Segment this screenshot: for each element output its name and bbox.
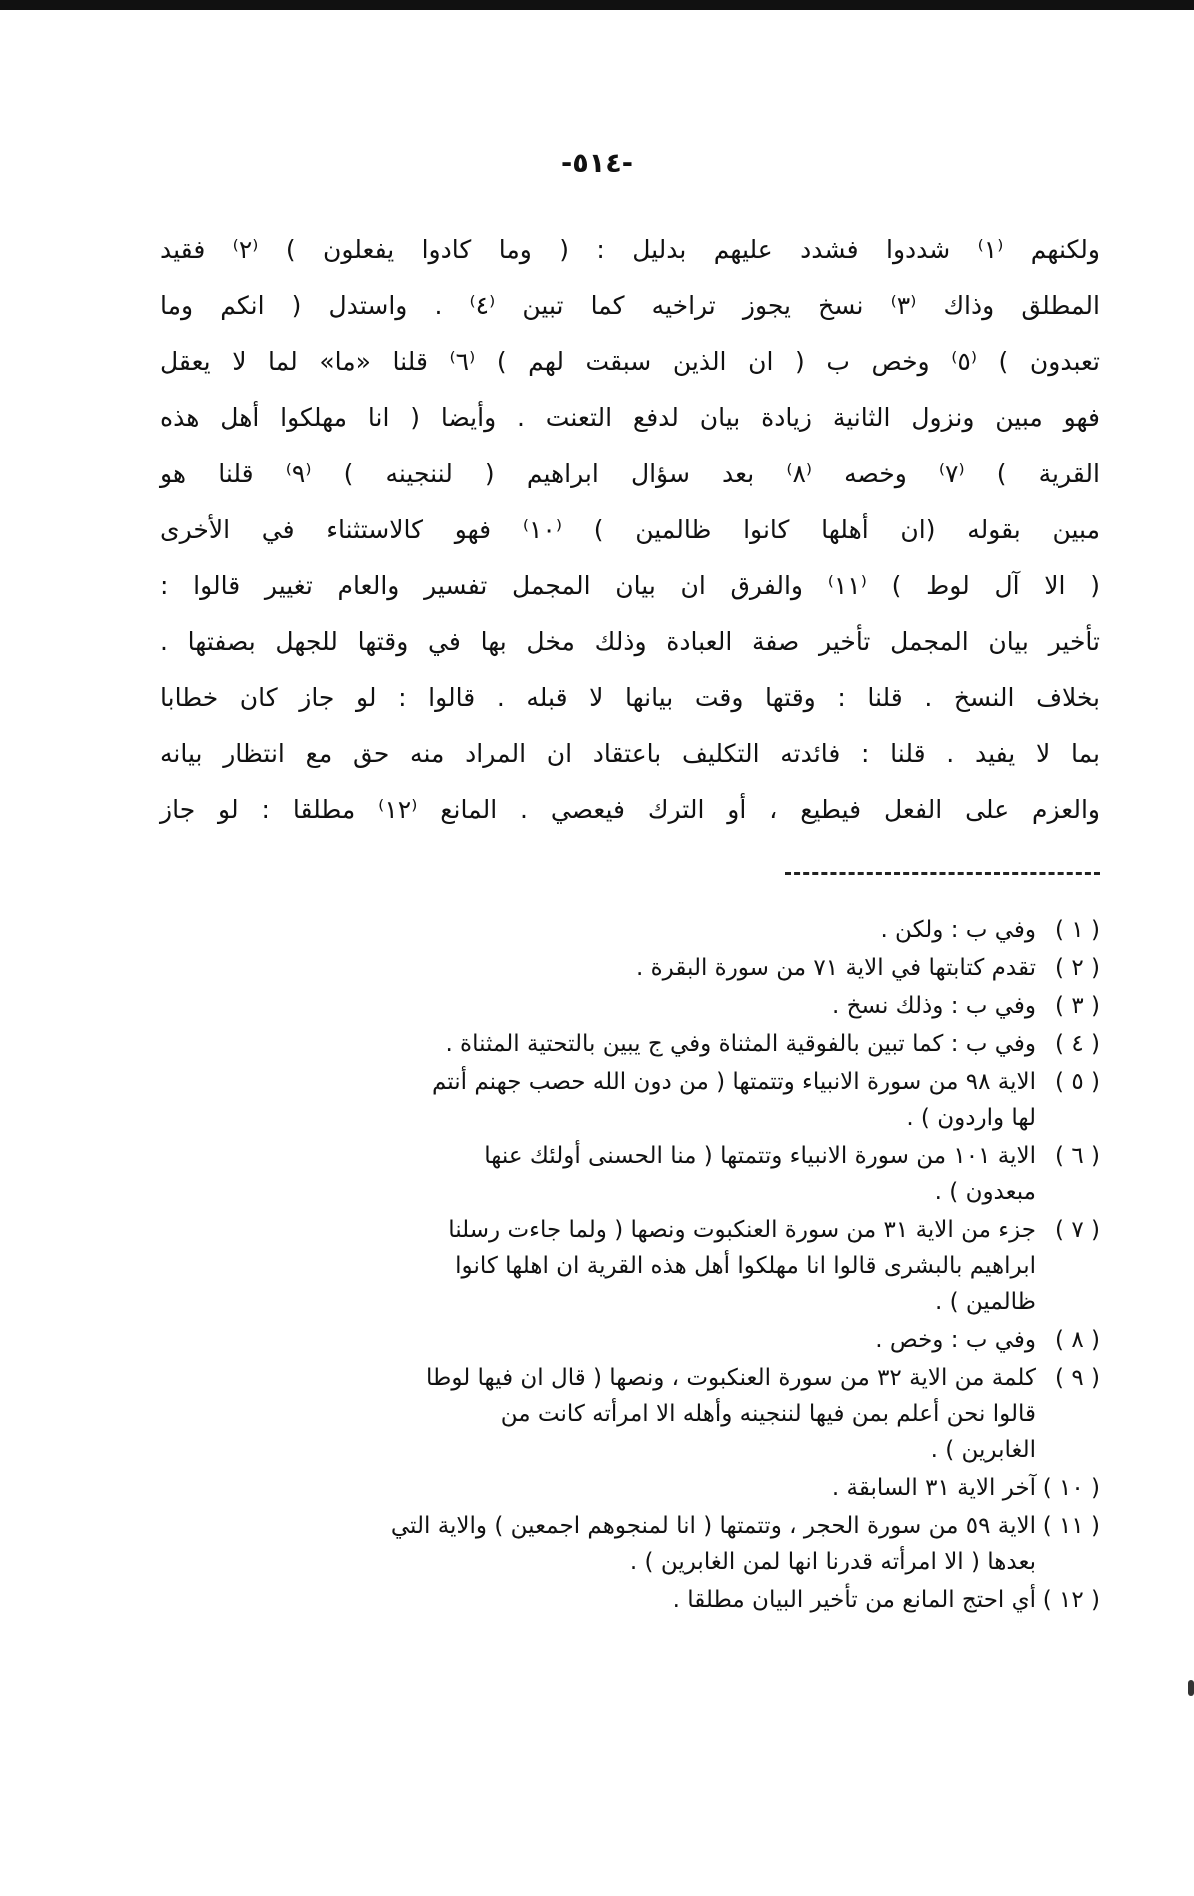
footnote-item [160,950,1100,986]
footnote-item [160,1322,1100,1358]
footnote-text [160,1026,1036,1062]
body-line: فهو مبين ونزول الثانية زيادة بيان لدفع التعنت . وأيضا ( انا مهلكوا أهل هذه [160,403,1100,432]
body-line: القرية ) ⁽٧⁾ وخصه ⁽٨⁾ بعد سؤال ابراهيم ( لننجينه ) ⁽٩⁾ قلنا هو [160,459,1100,488]
footnote-number: ( ٩ ) [1055,1365,1100,1391]
footnote-number: ( ٧ ) [1055,1217,1100,1243]
footnote-number: ( ١٢ ) [1042,1587,1100,1613]
page-number: -٥١٤- [561,148,633,179]
footnote-line: أي احتج المانع من تأخير البيان مطلقا . [672,1587,1036,1613]
scan-top-border [0,0,1194,10]
footnote-line: بعدها ( الا امرأته قدرنا انها لمن الغابرين ) . [629,1549,1036,1575]
footnote-number: ( ١١ ) [1042,1513,1100,1539]
footnote-item [160,1360,1100,1468]
footnote-line: وفي ب : وذلك نسخ . [831,993,1036,1019]
body-line: بما لا يفيد . قلنا : فائدته التكليف باعتقاد ان المراد منه حق مع انتظار بيانه [160,739,1100,768]
body-line: والعزم على الفعل فيطيع ، أو الترك فيعصي . المانع ⁽١٢⁾ مطلقا : لو جاز [160,795,1100,824]
scan-margin-mark [1188,1680,1194,1696]
footnote-item [160,1026,1100,1062]
footnote-text [160,912,1036,948]
footnote-line: الاية ٥٩ من سورة الحجر ، وتتمتها ( انا لمنجوهم اجمعين ) والاية التي [390,1513,1036,1539]
footnote-item [160,988,1100,1024]
footnote-line: وفي ب : وخص . [875,1327,1036,1353]
footnote-line: مبعدون ) . [934,1179,1036,1205]
footnote-number: ( ٨ ) [1055,1327,1100,1353]
footnote-item [160,1212,1100,1320]
footnote-line: وفي ب : كما تبين بالفوقية المثناة وفي ج يبين بالتحتية المثناة . [445,1031,1036,1057]
body-line: المطلق وذاك ⁽٣⁾ نسخ يجوز تراخيه كما تبين ⁽٤⁾ . واستدل ( انكم وما [160,291,1100,320]
footnote-item [160,912,1100,948]
footnote-line: آخر الاية ٣١ السابقة . [831,1475,1036,1501]
footnote-line: تقدم كتابتها في الاية ٧١ من سورة البقرة . [636,955,1036,981]
footnote-line: الاية ٩٨ من سورة الانبياء وتتمتها ( من دون الله حصب جهنم أنتم [432,1069,1036,1095]
footnote-text [160,988,1036,1024]
footnote-line: جزء من الاية ٣١ من سورة العنكبوت ونصها ( ولما جاءت رسلنا [448,1217,1036,1243]
footnote-number: ( ٦ ) [1055,1143,1100,1169]
footnote-number: ( ٤ ) [1055,1031,1100,1057]
footnote-item [160,1470,1100,1506]
footnote-number: ( ١ ) [1055,917,1100,943]
body-line: ولكنهم ⁽١⁾ شددوا فشدد عليهم بدليل : ( وما كادوا يفعلون ) ⁽٢⁾ فقيد [160,235,1100,264]
footnotes [160,912,1100,1620]
footnote-text [160,1582,1036,1618]
footnote-text [160,1212,1036,1320]
footnote-line: الغابرين ) . [930,1437,1036,1463]
footnote-line: كلمة من الاية ٣٢ من سورة العنكبوت ، ونصها ( قال ان فيها لوطا [426,1365,1036,1391]
footnote-line: وفي ب : ولكن . [880,917,1036,943]
footnote-line: ظالمين ) . [935,1289,1036,1315]
footnote-item [160,1582,1100,1618]
body-line: مبين بقوله (ان أهلها كانوا ظالمين ) ⁽١٠⁾ فهو كالاستثناء في الأخرى [160,515,1100,544]
footnote-item [160,1138,1100,1210]
footnote-item [160,1064,1100,1136]
main-body-text [160,222,1100,838]
body-line: تأخير بيان المجمل تأخير صفة العبادة وذلك مخل بها في وقتها للجهل بصفتها . [160,627,1100,656]
footnote-item [160,1508,1100,1580]
footnote-line: الاية ١٠١ من سورة الانبياء وتتمتها ( منا الحسنى أولئك عنها [484,1143,1036,1169]
footnote-text [160,1064,1036,1136]
footnote-number: ( ٢ ) [1055,955,1100,981]
footnote-text [160,1138,1036,1210]
footnote-number: ( ٥ ) [1055,1069,1100,1095]
footnote-line: ابراهيم بالبشرى قالوا انا مهلكوا أهل هذه القرية ان اهلها كانوا [455,1253,1036,1279]
footnote-text [160,1322,1036,1358]
footnote-text [160,950,1036,986]
footnote-text [160,1508,1036,1580]
body-line: ( الا آل لوط ) ⁽١١⁾ والفرق ان بيان المجمل تفسير والعام تغيير قالوا : [160,571,1100,600]
footnote-text [160,1470,1036,1506]
footnote-number: ( ٣ ) [1055,993,1100,1019]
body-line: بخلاف النسخ . قلنا : وقتها وقت بيانها لا قبله . قالوا : لو جاز كان خطابا [160,683,1100,712]
footnote-line: قالوا نحن أعلم بمن فيها لننجينه وأهله الا امرأته كانت من [500,1401,1036,1427]
footnote-number: ( ١٠ ) [1042,1475,1100,1501]
footnote-separator [785,872,1100,875]
body-line: تعبدون ) ⁽٥⁾ وخص ب ( ان الذين سبقت لهم ) ⁽٦⁾ قلنا «ما» لما لا يعقل [160,347,1101,376]
footnote-text [160,1360,1036,1468]
footnote-line: لها واردون ) . [906,1105,1036,1131]
